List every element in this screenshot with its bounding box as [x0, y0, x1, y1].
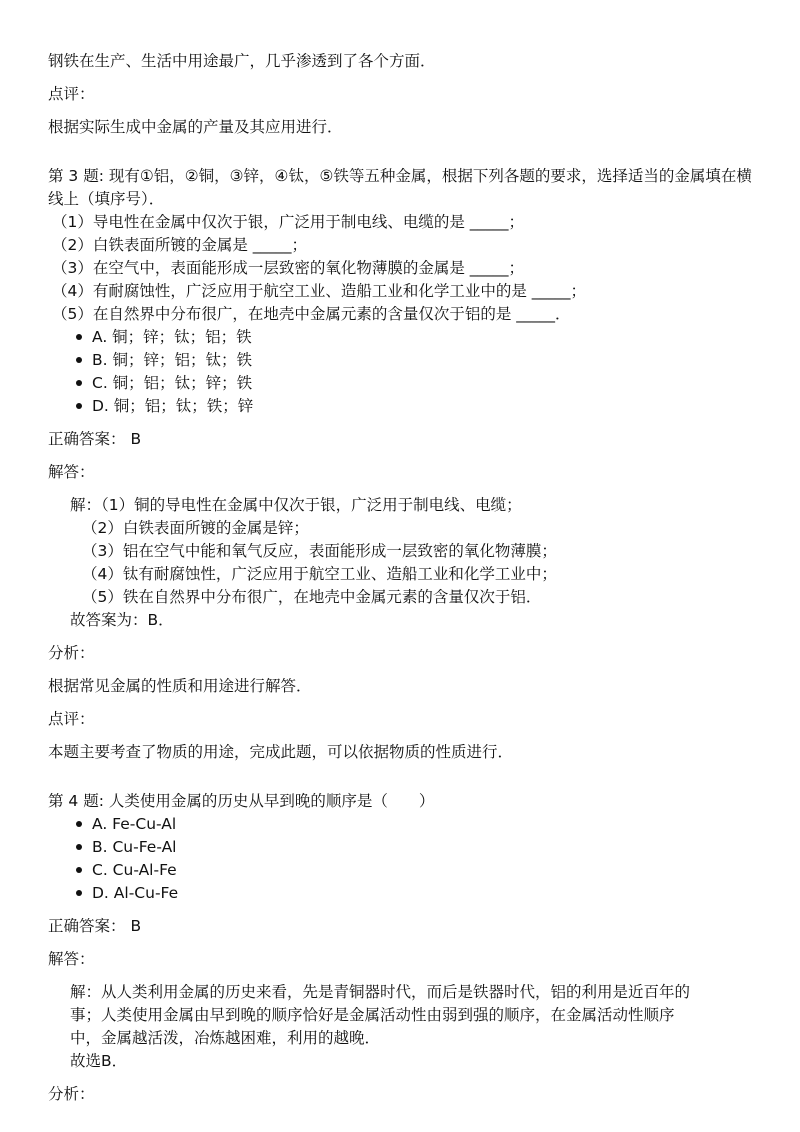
solution-line-1: 解：从人类利用金属的历史来看，先是青铜器时代，而后是铁器时代，铝的利用是近百年的: [70, 983, 691, 1001]
question-4: [48, 790, 760, 1106]
question-3-title: 第 3 题: 现有①铝，②铜，③锌，④钛，⑤铁等五种金属，根据下列各题的要求，选择适当的金属填在横线上（填序号）．: [48, 167, 752, 208]
question-3-analysis-label: 分析：: [48, 644, 95, 662]
prev-analysis-text: 钢铁在生产、生活中用途最广，几乎渗透到了各个方面．: [48, 52, 436, 70]
bullet-icon: [76, 380, 82, 386]
bullet-icon: [76, 890, 82, 896]
subquestion-4: （4）有耐腐蚀性，广泛应用于航空工业、造船工业和化学工业中的是 _____；: [52, 282, 587, 300]
question-4-solution-label: 解答：: [48, 950, 95, 968]
question-4-title: 第 4 题: 人类使用金属的历史从早到晚的顺序是（ ）: [48, 792, 435, 810]
question-3-comment-label: 点评：: [48, 710, 95, 728]
question-3-options: [48, 326, 760, 418]
subquestion-2: （2）白铁表面所镀的金属是 _____；: [52, 236, 308, 254]
subquestion-5: （5）在自然界中分布很广，在地壳中金属元素的含量仅次于铝的是 _____．: [52, 305, 571, 323]
bullet-icon: [76, 867, 82, 873]
solution-line-3: 中，金属越活泼，冶炼越困难，利用的越晚．: [70, 1029, 381, 1047]
bullet-icon: [76, 357, 82, 363]
bullet-icon: [76, 334, 82, 340]
answer-label: 正确答案：: [48, 917, 126, 935]
option-d: D. 铜；铝；钛；铁；锌: [76, 395, 760, 418]
question-4-answer: [48, 915, 760, 938]
bullet-icon: [76, 844, 82, 850]
option-a: A. 铜；锌；钛；铝；铁: [76, 326, 760, 349]
answer-label: 正确答案：: [48, 430, 126, 448]
solution-line-6: 故答案为：B．: [70, 611, 174, 629]
solution-line-5: （5）铁在自然界中分布很广，在地壳中金属元素的含量仅次于铝．: [82, 588, 542, 606]
option-d: D. Al-Cu-Fe: [76, 882, 760, 905]
bullet-icon: [76, 403, 82, 409]
question-3-solution: [70, 494, 760, 632]
subquestion-3: （3）在空气中，表面能形成一层致密的氧化物薄膜的金属是 _____；: [52, 259, 525, 277]
solution-line-2: 事；人类使用金属由早到晚的顺序恰好是金属活动性由弱到强的顺序，在金属活动性顺序: [70, 1006, 675, 1024]
question-3-answer: [48, 428, 760, 451]
question-4-solution: [70, 981, 760, 1073]
document-page: [48, 50, 760, 1106]
solution-line-2: （2）白铁表面所镀的金属是锌；: [82, 519, 309, 537]
option-a: A. Fe-Cu-Al: [76, 813, 760, 836]
option-c: C. 铜；铝；钛；锌；铁: [76, 372, 760, 395]
subquestion-1: （1）导电性在金属中仅次于银，广泛用于制电线、电缆的是 _____；: [52, 213, 525, 231]
solution-line-4: （4）钛有耐腐蚀性，广泛应用于航空工业、造船工业和化学工业中；: [82, 565, 557, 583]
answer-value: B: [130, 917, 142, 935]
question-3-solution-label: 解答：: [48, 463, 95, 481]
question-3-subquestions: [48, 211, 760, 326]
question-4-analysis-label: 分析：: [48, 1085, 95, 1103]
solution-line-3: （3）铝在空气中能和氧气反应，表面能形成一层致密的氧化物薄膜；: [82, 542, 557, 560]
question-3-analysis-text: 根据常见金属的性质和用途进行解答．: [48, 677, 312, 695]
answer-value: B: [130, 430, 142, 448]
solution-line-4: 故选B．: [70, 1052, 128, 1070]
option-b: B. Cu-Fe-Al: [76, 836, 760, 859]
option-b: B. 铜；锌；铝；钛；铁: [76, 349, 760, 372]
question-3-comment-text: 本题主要考查了物质的用途，完成此题，可以依据物质的性质进行．: [48, 743, 514, 761]
solution-line-1: 解：（1）铜的导电性在金属中仅次于银，广泛用于制电线、电缆；: [70, 496, 522, 514]
bullet-icon: [76, 821, 82, 827]
option-c: C. Cu-Al-Fe: [76, 859, 760, 882]
question-4-options: [48, 813, 760, 905]
prev-comment-label: 点评：: [48, 85, 95, 103]
prev-comment-text: 根据实际生成中金属的产量及其应用进行．: [48, 118, 343, 136]
question-3: [48, 165, 760, 764]
